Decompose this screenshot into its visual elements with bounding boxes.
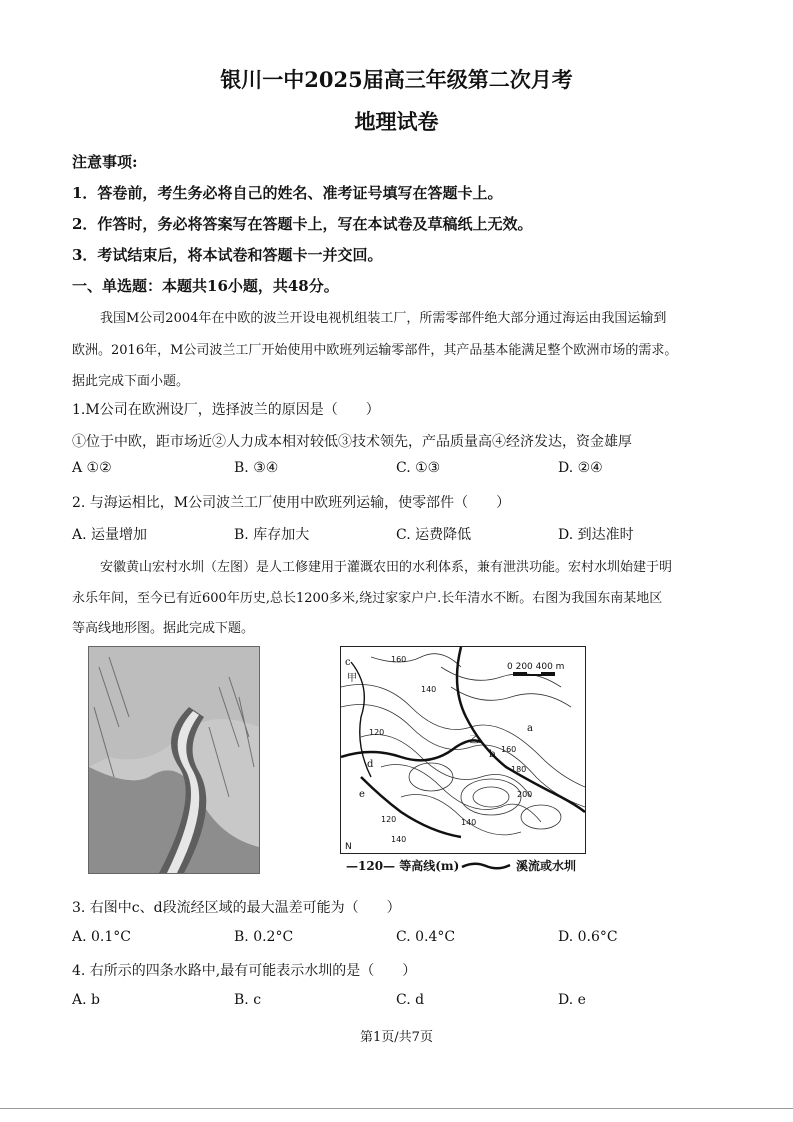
notice-item: 2．作答时，务必将答案写在答题卡上，写在本试卷及草稿纸上无效。 bbox=[72, 215, 533, 233]
map-scale-label: 0 200 400 m bbox=[507, 662, 565, 672]
map-point-label: e bbox=[359, 789, 365, 800]
question-1-option-d[interactable]: D. ②④ bbox=[558, 460, 603, 476]
contour-label: 120 bbox=[369, 728, 385, 737]
question-1-statements: ①位于中欧，距市场近②人力成本相对较低③技术领先，产品质量高④经济发达，资金雄厚 bbox=[72, 434, 632, 450]
bottom-divider bbox=[0, 1108, 793, 1109]
contour-label: 160 bbox=[391, 655, 407, 664]
exam-title: 银川一中2025届高三年级第二次月考 bbox=[220, 67, 573, 92]
exam-subtitle: 地理试卷 bbox=[354, 109, 439, 134]
map-point-label: 甲 bbox=[347, 673, 357, 684]
question-4-option-a[interactable]: A. b bbox=[72, 992, 100, 1008]
question-3-option-a[interactable]: A. 0.1°C bbox=[72, 929, 131, 945]
notice-item: 1．答卷前，考生务必将自己的姓名、准考证号填写在答题卡上。 bbox=[72, 184, 503, 202]
contour-label: 120 bbox=[381, 815, 397, 824]
contour-label: 160 bbox=[501, 745, 517, 754]
passage2-line: 等高线地形图。据此完成下题。 bbox=[72, 621, 255, 636]
notice-heading: 注意事项: bbox=[72, 153, 138, 171]
question-2-option-b[interactable]: B. 库存加大 bbox=[234, 527, 310, 543]
question-4-option-d[interactable]: D. e bbox=[558, 992, 586, 1008]
legend-stream: 溪流或水圳 bbox=[516, 859, 577, 873]
map-point-label: c bbox=[345, 657, 351, 668]
question-4-stem: 4. 右所示的四条水路中,最有可能表示水圳的是（ ） bbox=[72, 963, 417, 979]
passage1-line: 我国M公司2004年在中欧的波兰开设电视机组装工厂，所需零部件绝大部分通过海运由我国运输到 bbox=[100, 311, 667, 326]
map-point-label: a bbox=[527, 723, 533, 734]
canal-photo bbox=[88, 646, 260, 874]
contour-label: 140 bbox=[421, 685, 437, 694]
section-heading: 一、单选题：本题共16小题，共48分。 bbox=[72, 277, 339, 295]
contour-label: 200 bbox=[517, 790, 533, 799]
question-2-option-d[interactable]: D. 到达准时 bbox=[558, 527, 634, 543]
question-2-option-c[interactable]: C. 运费降低 bbox=[396, 527, 472, 543]
map-point-label: d bbox=[367, 759, 374, 770]
question-1-option-b[interactable]: B. ③④ bbox=[234, 460, 279, 476]
question-3-option-c[interactable]: C. 0.4°C bbox=[396, 929, 456, 945]
legend-stream-icon bbox=[460, 861, 512, 871]
contour-label: 140 bbox=[461, 818, 477, 827]
contour-label: 180 bbox=[511, 765, 527, 774]
passage2-line: 安徽黄山宏村水圳（左图）是人工修建用于灌溉农田的水利体系，兼有泄洪功能。宏村水圳始建于明 bbox=[100, 560, 673, 575]
passage1-line: 欧洲。2016年，M公司波兰工厂开始使用中欧班列运输零部件，其产品基本能满足整个欧洲市场的需求。 bbox=[72, 343, 678, 358]
passage2-line: 永乐年间，至今已有近600年历史,总长1200多米,绕过家家户户.长年清水不断。右图为我国东南某地区 bbox=[72, 591, 663, 606]
page-number: 第1页/共7页 bbox=[360, 1030, 433, 1045]
map-legend bbox=[340, 857, 590, 875]
north-label: N bbox=[345, 842, 352, 852]
notice-item: 3．考试结束后，将本试卷和答题卡一并交回。 bbox=[72, 246, 383, 264]
legend-contour: —120— 等高线(m) bbox=[346, 859, 460, 873]
contour-label: 140 bbox=[391, 835, 407, 844]
passage1-line: 据此完成下面小题。 bbox=[72, 374, 190, 389]
question-3-option-d[interactable]: D. 0.6°C bbox=[558, 929, 618, 945]
question-3-option-b[interactable]: B. 0.2°C bbox=[234, 929, 294, 945]
question-1-option-c[interactable]: C. ①③ bbox=[396, 460, 441, 476]
map-point-label: b bbox=[489, 749, 496, 760]
question-4-option-b[interactable]: B. c bbox=[234, 992, 262, 1008]
question-2-stem: 2. 与海运相比，M公司波兰工厂使用中欧班列运输，使零部件（ ） bbox=[72, 495, 511, 511]
question-3-stem: 3. 右图中c、d段流经区域的最大温差可能为（ ） bbox=[72, 900, 401, 916]
question-1-stem: 1.M公司在欧洲设厂，选择波兰的原因是（ ） bbox=[72, 402, 380, 418]
question-1-option-a[interactable]: A ①② bbox=[72, 460, 112, 476]
map-point-label: 乙 bbox=[469, 735, 479, 746]
question-4-option-c[interactable]: C. d bbox=[396, 992, 425, 1008]
contour-map bbox=[340, 646, 586, 854]
question-2-option-a[interactable]: A. 运量增加 bbox=[72, 527, 148, 543]
